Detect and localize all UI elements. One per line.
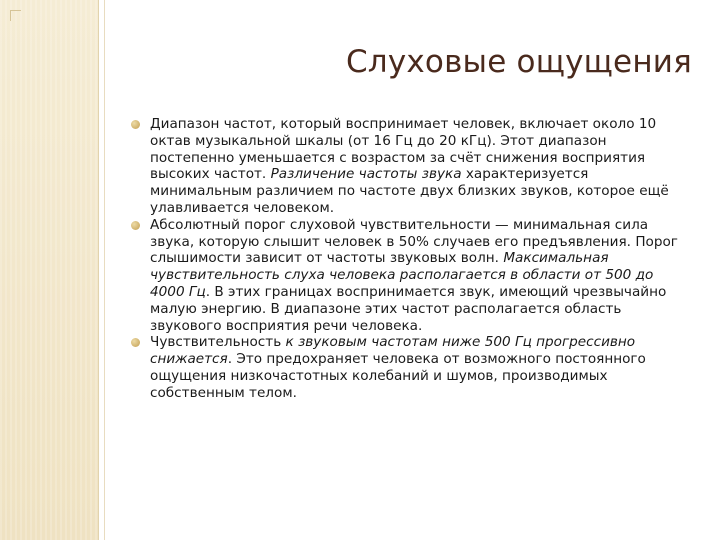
slide-title: Слуховые ощущения [345,44,692,80]
bullet-text-emphasis: к звуковым частотам ниже 500 Гц прогрессивно снижается [150,334,636,368]
bullet-dot-icon [131,221,140,230]
corner-mark [10,10,21,21]
bullet-text-segment: . В этих границах воспринимается звук, имеющий чрезвычайно малую энергию. В диапазоне этих частот располагается область звукового восприятия речи человека. [150,283,667,334]
bullet-dot-icon [131,338,140,347]
bullet-text-segment: Чувствительность [150,334,286,351]
bullet-text-segment: Диапазон частот, который воспринимает человек, включает около 10 октав музыкальной шкалы (от 16 Гц до 20 кГц). Этот диапазон постепенно уменьшается с возрастом за счёт снижения восприятия высоких частот. [150,116,657,183]
bullet-text-emphasis: Различение частоты звука [270,166,462,183]
bullet-text-emphasis: Максимальная чувствительность слуха человека располагается в области от 500 до 4000 Гц [150,250,654,300]
bullet-item-low-frequency-sensitivity [130,334,690,401]
bullet-item-frequency-range [130,116,690,217]
bullet-item-absolute-threshold [130,217,690,335]
bullet-dot-icon [131,120,140,129]
bullet-text-segment: характеризуется минимальным различием по частоте двух близких звуков, которое ещё улавливается человеком. [150,166,669,216]
decorative-side-band [0,0,99,540]
side-band-divider [104,0,105,540]
bullet-text-segment: . Это предохраняет человека от возможного постоянного ощущения низкочастотных колебаний и шумов, производимых собственным телом. [150,351,646,401]
bullet-list [130,116,690,402]
bullet-text-segment: Абсолютный порог слуховой чувствительности — минимальная сила звука, которую слышит человек в 50% случаев его предъявления. Порог слышимости зависит от частоты звуковых волн. [150,216,678,267]
